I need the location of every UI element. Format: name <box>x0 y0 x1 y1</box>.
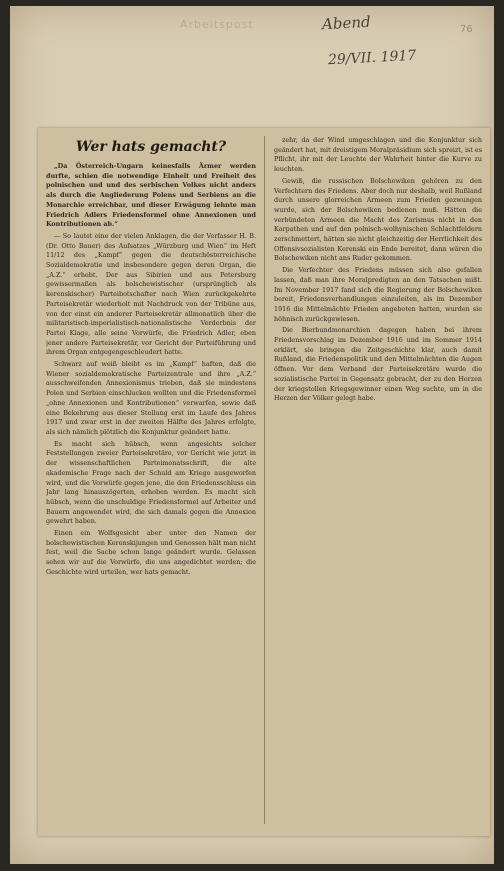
article-title: Wer hats gemacht? <box>75 139 227 155</box>
handwritten-date: 29/VII. 1917 <box>327 47 417 69</box>
corner-number: 76 <box>460 24 473 35</box>
right-column <box>274 136 482 824</box>
faded-stamp: Arbeitspost <box>180 18 254 31</box>
article-paragraph: „Da Österreich-Ungarn keinesfalls Ärmer werden durfte, schien die notwendige Einheit und Freiheit des polnischen und und des serbischen Volkes nicht anders als durch die Angliederung Polens und Serbiens an die Monarchie erreichbar, und dieser Erwägung lehnte man Friedrich Adlers Friedensformel ohne Annexionen und Kontributionen ab.“ <box>46 162 256 229</box>
article-paragraph: Schwarz auf weiß bleibt es im „Kampf“ haften, daß die Wiener sozialdemokratische Parteizentrale und ihre „A.Z.“ ausschweifenden Annexionismus trieben, daß sie mindestens Polen und Serbien einschlucken wollten und die Friedensformel „ohne Annexionen und Kontributionen“ verwarfen, sowie daß eine Bekehrung aus dieser Stellung erst im Laufe des Jahres 1917 und zwar erst in der zweiten Hälfte des Jahres erfolgte, als sich nämlich plötzlich die Konjunktur geändert hatte. <box>46 360 256 436</box>
handwritten-source: Abend <box>321 12 372 34</box>
article-paragraph: — So lautet eine der vielen Anklagen, die der Verfasser H. B. (Dr. Otto Bauer) des Aufsatzes „Würzburg und Wien“ im Heft 11/12 des „Kampf“ gegen die deutschösterreichische Sozialdemokratie und insbesondere gegen deren Organ, die „A.Z.“ erhebt. Der aus Sibirien und aus Petersburg gewissermaßen als bolschewistischer (ursprünglich als kerenskischer) Parteibotschafter nach Wien zurückgekehrte Parteisekretär wiederholt mit Nachdruck von der Tribüne aus, von der einst ein anderer Parteisekretär allmonatlich über die militaristisch-imperialistisch-nationalistische Verderbnis der Partei Klage, alle seine Vorwürfe, die Friedrich Adler, eben jener andere Parteisekretär, vor Gericht der Parteiführung und ihrem Organ entgegengeschleudert hatte. <box>46 231 256 357</box>
article-paragraph: Die Verfechter des Friedens müssen sich also gefallen lassen, daß man ihre Moralpredigten an den Tatsachen mißt. Im November 1917 fand sich die Regierung der Bolschewiken bereit, Friedensverhandlungen einzuleiten, als im Dezember 1916 die Mittelmächte Frieden angeboten hatten, wurden sie höhnisch zurückgewiesen. <box>274 266 482 323</box>
article-paragraph: zehr, da der Wind umgeschlagen und die Konjunktur sich geändert hat, mit dreistigem Moralpräsidium sich spreizt, ist es Pflicht, ihr mit der Leuchte der Wahrheit hinter die Kurve zu leuchten. <box>274 136 482 174</box>
newspaper-clipping <box>38 128 490 836</box>
column-divider <box>264 136 265 824</box>
article-paragraph: Die Bierbundmonarchien dagegen haben bei ihrem Friedensvorschlag im Dezember 1916 und im Sommer 1914 erklärt, sie bringen die Zeitgeschichte klar, auch damit Rußland, die Friedenspolitik und den Mittelmächten die Augen öffnen. Vor dem Verband der Parteisekretäre wurde die sozialistische Partei in Gegensatz gebracht, der zu den Herzen der kriegstollen Kriegsgewinner einen Weg suchte, um in die Herzen der Völker gelegt habe. <box>274 326 482 403</box>
article-paragraph: Einen ein Wolfsgesicht aber unter den Namen der bolschewistischen Kerenskijungen und Genossen hält man nicht fest, weil die Sache schon lange geändert wurde. Gelassen sehen wir auf die Vorwürfe, die uns angedichtet werden; die Geschichte wird urteilen, wer hats gemacht. <box>46 529 256 576</box>
left-column <box>46 136 256 824</box>
article-paragraph: Gewiß, die russischen Bolschewiken gehören zu den Verfechtern des Friedens. Aber doch nur deshalb, weil Rußland durch unsere glorreichen Armeen zum Frieden gezwungen wurde, sich der Bolschewiken bedienen muß. Hätten die verbündeten Armeen die Macht des Zarismus nicht in den Karpathen und auf den polnisch-wolhynischen Schlachtfeldern zerschmettert, hätten sie nicht gleichzeitig der Herrlichkeit des Offensivsozialisten Kerenski ein Ende bereitet, dann wären die Bolschewiken nicht ans Ruder gekommen. <box>274 176 482 263</box>
archive-sheet <box>10 6 494 864</box>
article-paragraph: Es macht sich hübsch, wenn angesichts solcher Feststellungen zweier Parteisekretäre, vor Gericht wie jetzt in der wissenschaftlichen Parteimonatsschrift, die alte akademische Frage nach der Schuld am Kriege ausgeworfen wird, und die Vorwürfe gegen jene, die den Friedensschluss ein Jahr lang hinauszögerten, erhoben werden. Es macht sich hübsch, wenn die unschuldige Friedensformel auf Arbeiter und Bauern angewendet wird, die sich damals gegen die Annexion gewehrt haben. <box>46 439 256 526</box>
